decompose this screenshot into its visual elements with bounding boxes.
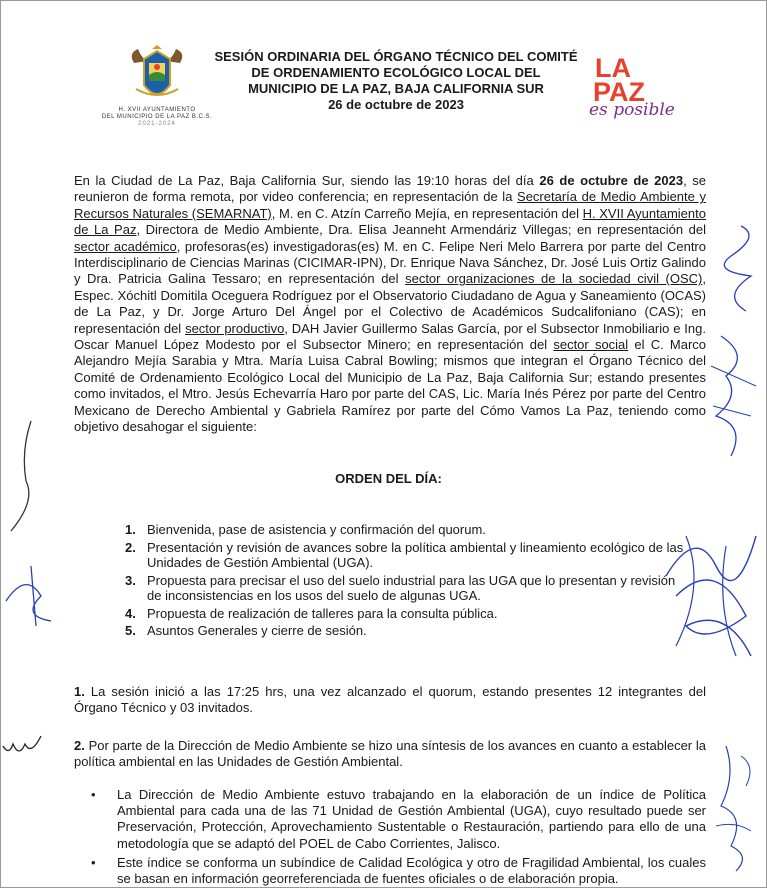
agenda-item: 5. Asuntos Generales y cierre de sesión. — [125, 623, 367, 638]
point-1-number: 1. — [74, 684, 85, 699]
ayuntamiento-link: H. XVII Ayuntamiento de La Paz — [74, 205, 706, 238]
la-paz-logo — [589, 49, 689, 123]
sector-academico: sector académico — [74, 238, 177, 254]
point-1-paragraph — [74, 684, 706, 717]
logo-tagline: es posible — [589, 100, 675, 120]
title-line-2: DE ORDENAMIENTO ECOLÓGICO LOCAL DEL — [251, 65, 541, 80]
point-2-paragraph — [74, 738, 706, 771]
signature-left-3 — [1, 726, 46, 766]
bullet-dot-icon: • — [91, 854, 96, 870]
agenda-list — [125, 522, 685, 641]
intro-text-1: En la Ciudad de La Paz, Baja California Sur, siendo las 19:10 horas del día — [74, 173, 540, 188]
sector-social: sector social — [553, 337, 629, 353]
point-2-text: Por parte de la Dirección de Medio Ambiente se hizo una síntesis de los avances en cuanto a establecer la política ambiental en las Unidades de Gestión Ambiental. — [74, 738, 706, 770]
agenda-title: ORDEN DEL DÍA: — [335, 471, 442, 486]
intro-date: 26 de octubre de 2023 — [539, 173, 684, 188]
agenda-item: 2. Presentación y revisión de avances sobre la política ambiental y lineamiento ecológico de las Unidades de Gestión Ambiental (UGA). — [125, 539, 684, 570]
emblem-caption-2: DEL MUNICIPIO DE LA PAZ B.C.S. — [101, 114, 213, 120]
municipal-emblem — [101, 45, 213, 127]
bullet-dot-icon: • — [91, 787, 96, 802]
point-1-text: La sesión inició a las 17:25 hrs, una vez alcanzado el quorum, estando presentes 12 integrantes del Órgano Técnico y 03 invitados. — [74, 684, 706, 716]
logo-main-line2: PAZ — [593, 77, 645, 107]
emblem-caption-1: H. XVII AYUNTAMIENTO — [118, 107, 196, 113]
point-2-number: 2. — [74, 738, 85, 753]
title-line-1: SESIÓN ORDINARIA DEL ÓRGANO TÉCNICO DEL COMITÉ — [214, 49, 578, 64]
sector-productivo: sector productivo — [185, 320, 285, 336]
document-header — [1, 45, 767, 155]
intro-text-4: , Directora de Medio Ambiente, Dra. Elisa Jeanneht Armendáriz Villegas; en representación del — [136, 222, 707, 238]
intro-text-8: el C. Marco Alejandro Mejía Sarabia y Mtra. María Luisa Cabral Bowling; mismos que integran el Órgano Técnico del Comité de Ordenamiento Ecológico Local del Municipio de La Paz, Baja California Sur; estando presentes como invitados, el Mtro. Jesús Echevarría Haro por parte del CAS, Lic. María Inés Pérez por parte del Centro Mexicano de Derecho Ambiental y Gabriela Ramírez por parte del Cómo Vamos La Paz, teniendo como objetivo desahogar el siguiente: — [74, 337, 707, 435]
coat-of-arms-icon — [126, 45, 188, 107]
semarnat-link: Secretaría de Medio Ambiente y Recursos Naturales (SEMARNAT) — [74, 189, 706, 221]
logo-main-line1: LA — [595, 53, 631, 83]
sector-osc: sector organizaciones de la sociedad civil (OSC) — [405, 271, 703, 287]
point-2-bullets — [91, 787, 706, 888]
intro-paragraph — [74, 173, 706, 436]
signature-right-3 — [706, 736, 766, 876]
intro-text-6: , Espec. Xóchitl Domitila Oceguera Rodríguez por el Observatorio Ciudadano de Agua y Saneamiento (OCAS) de La Paz, y Dr. Jorge Arturo Del Ángel por el Colectivo de Académicos Sudcalifoniano (CAS); en representación del — [74, 271, 706, 336]
intro-text-2: , se reunieron de forma remota, por video conferencia; en representación de la — [74, 173, 707, 205]
document-title — [206, 49, 586, 113]
intro-text-3: , M. en C. Atzín Carreño Mejía, en representación del — [271, 205, 583, 221]
bullet-item: • Este índice se conforma un subíndice de Calidad Ecológica y otro de Fragilidad Ambiental, los cuales se basan en información georreferenciada de fuentes oficiales o de elaboración propia. — [91, 854, 706, 887]
signature-left-2 — [1, 561, 61, 631]
intro-text-5: , profesoras(es) investigadoras(es) M. en C. Felipe Neri Melo Barrera por parte del Centro Interdisciplinario de Ciencias Marinas (CICIMAR-IPN), Dr. Enrique Nava Sánchez, Dr. José Luis Ortiz Galindo y Dra. Patricia Galina Tessaro; en representación del — [74, 238, 706, 287]
signature-right-1 — [701, 216, 767, 476]
agenda-item: 3. Propuesta para precisar el uso del suelo industrial para las UGA que lo presentan y revisión de inconsistencias en los usos del suelo de algunas UGA. — [125, 572, 676, 603]
title-line-3: MUNICIPIO DE LA PAZ, BAJA CALIFORNIA SUR — [248, 81, 544, 96]
intro-text-7: , DAH Javier Guillermo Salas García, por el Subsector Inmobiliario e Ing. Oscar Manuel López Modesto por el Subsector Minero; en representación del — [74, 320, 706, 353]
emblem-years: 2021-2024 — [138, 121, 176, 127]
bullet-item: • La Dirección de Medio Ambiente estuvo trabajando en la elaboración de un índice de Política Ambiental para cada una de las 71 Unidad de Gestión Ambiental (UGA), cuyo resultado puede ser Preservación, Protección, Aprovechamiento Sustentable o Restauración, partiendo para ello de una metodología que se adaptó del POEL de Cabo Corrientes, Jalisco. — [91, 787, 706, 851]
agenda-item: 1. Bienvenida, pase de asistencia y confirmación del quorum. — [125, 522, 486, 537]
title-date: 26 de octubre de 2023 — [328, 97, 464, 112]
agenda-item: 4. Propuesta de realización de talleres para la consulta pública. — [125, 605, 498, 621]
